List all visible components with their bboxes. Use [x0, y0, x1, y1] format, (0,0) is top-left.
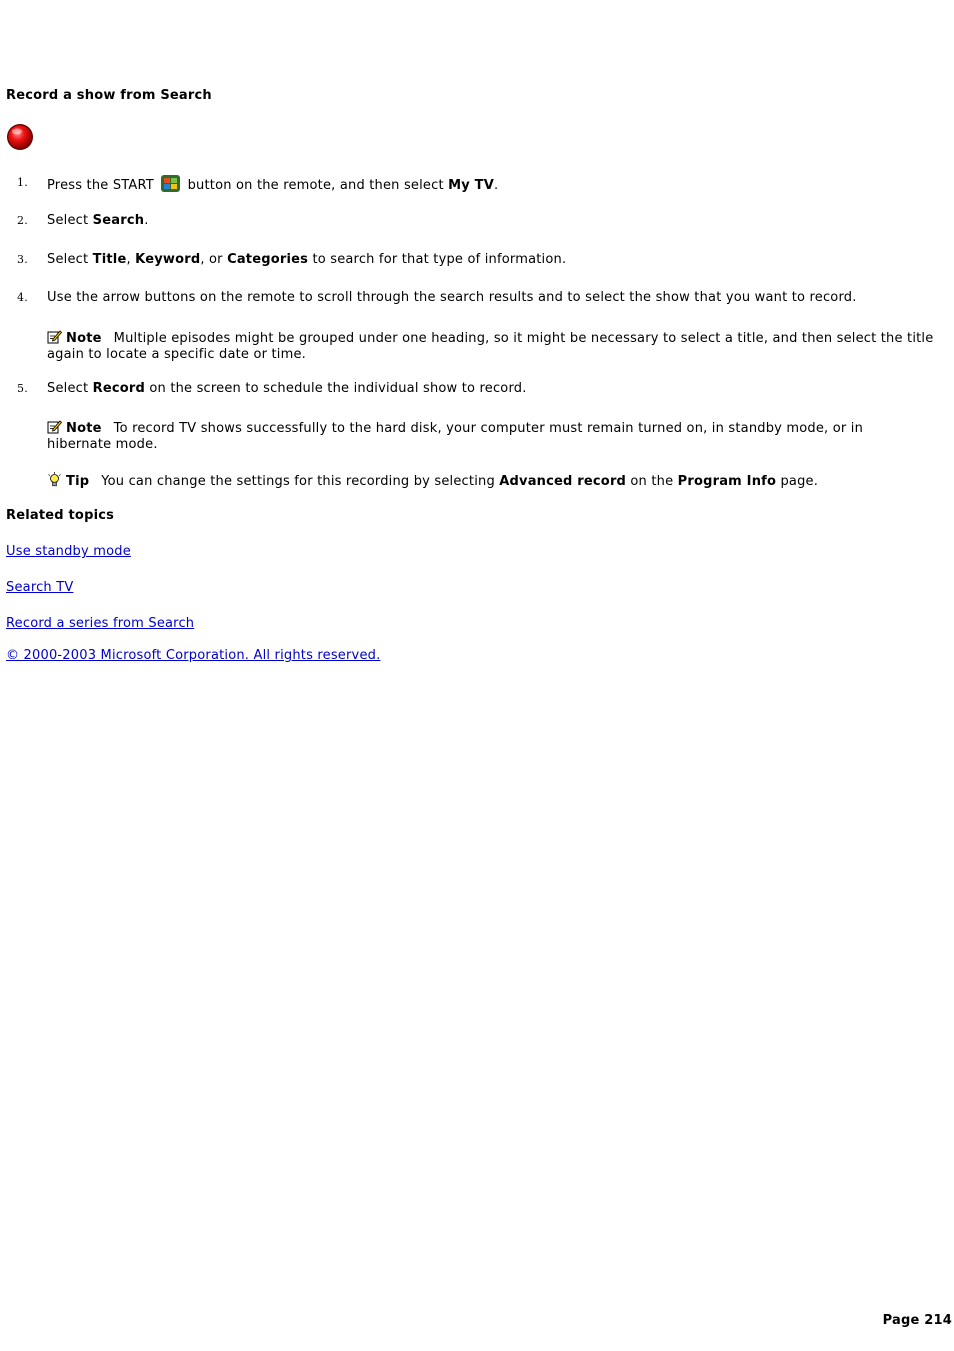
note-2 [47, 419, 894, 453]
tip-label: Tip [66, 474, 90, 489]
ui-term: Record [92, 381, 146, 396]
note-label: Note [66, 331, 102, 346]
tip [47, 472, 948, 490]
note-text: To record TV shows successfully to the hard disk, your computer must remain turned on, in standby mode, or in hibernate mode. [47, 421, 864, 452]
note-text: Multiple episodes might be grouped under one heading, so it might be necessary to select a title, and then select the title again to locate a specific date or time. [47, 331, 934, 362]
step-number: 1. [17, 176, 28, 189]
step-text [47, 252, 948, 268]
step-number: 4. [17, 291, 28, 304]
step-text-part: , [126, 252, 131, 267]
tip-text: page. [780, 474, 819, 489]
step-text-part: on the screen to schedule the individual show to record. [149, 381, 527, 396]
step-text-part: Press the START [47, 178, 154, 193]
link-record-series-from-search[interactable]: Record a series from Search [6, 616, 195, 631]
step-text [47, 213, 948, 229]
ui-term: Keyword [135, 252, 201, 267]
note-label: Note [66, 421, 102, 436]
step-text-part: . [494, 178, 499, 193]
page-title: Record a show from Search [6, 88, 212, 103]
windows-start-icon [161, 175, 180, 192]
step-text [47, 381, 948, 397]
note-1 [47, 329, 948, 363]
ui-term: Program Info [677, 474, 777, 489]
link-use-standby-mode[interactable]: Use standby mode [6, 544, 131, 559]
page-number: Page 214 [882, 1313, 952, 1328]
step-text: Use the arrow buttons on the remote to scroll through the search results and to select the show that you want to record. [47, 290, 857, 305]
step-text-part: . [144, 213, 149, 228]
step-number: 5. [17, 382, 28, 395]
step-number: 2. [17, 214, 28, 227]
ui-term: Categories [227, 252, 309, 267]
step-text-part: , or [200, 252, 223, 267]
related-topics-heading: Related topics [6, 508, 115, 523]
step-text-part: Select [47, 252, 89, 267]
lightbulb-icon [47, 472, 62, 487]
ui-term: Title [92, 252, 127, 267]
note-icon [47, 329, 62, 344]
ui-term: My TV [448, 178, 494, 193]
link-search-tv[interactable]: Search TV [6, 580, 74, 595]
note-icon [47, 419, 62, 434]
copyright-link[interactable]: © 2000-2003 Microsoft Corporation. All rights reserved. [6, 648, 381, 663]
tip-text: You can change the settings for this recording by selecting [101, 474, 495, 489]
step-text-part: button on the remote, and then select [187, 178, 444, 193]
step-number: 3. [17, 253, 28, 266]
step-text [47, 175, 948, 194]
ui-term: Search [92, 213, 145, 228]
record-icon [6, 123, 34, 151]
step-text-part: to search for that type of information. [312, 252, 567, 267]
step-text-part: Select [47, 213, 89, 228]
tip-text: on the [630, 474, 674, 489]
step-text-part: Select [47, 381, 89, 396]
ui-term: Advanced record [499, 474, 627, 489]
